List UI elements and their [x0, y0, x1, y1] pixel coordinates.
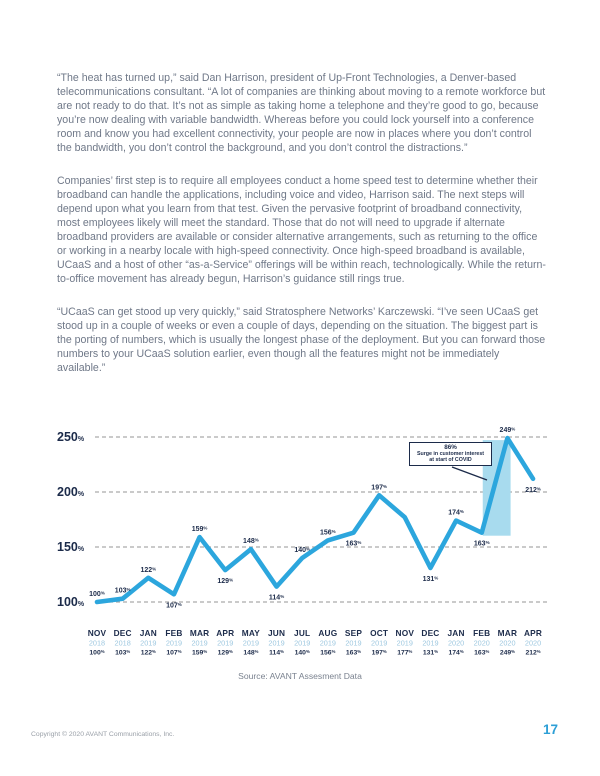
point-label: 159% [191, 525, 208, 534]
paragraph-2: Companies’ first step is to require all employees conduct a home speed test to determine whether their broadband can handle the applications, including voice and video, Harrison said. The next steps will depend upon what you learn from that test. Given the pervasive footprint of broadband connectivity, most employees likely will meet the standard. Those that do not will need to upgrade if alternate broadband providers are available or consider alternative arrangements, such as returning to the office or working in a nearby locale with high-speed connectivity. Once high-speed broadband is available, UCaaS and a host of other “as-a-Service” offerings will be within reach, technologically. While the return-to-office movement has already begun, Harrison’s guidance still rings true. [57, 175, 546, 285]
x-axis-year-label: 2019 [165, 638, 183, 648]
x-axis-value-label: 177% [397, 649, 413, 657]
x-axis-year-label: 2019 [242, 638, 260, 648]
x-axis-value-label: 103% [115, 649, 131, 657]
x-axis-value-label: 174% [448, 649, 464, 657]
point-label: 212% [525, 486, 541, 494]
annotation-pointer-line [452, 467, 487, 480]
x-axis-month-label: FEB [473, 628, 491, 638]
x-axis-year-label: 2019 [294, 638, 311, 648]
x-axis-year-label: 2019 [371, 638, 388, 648]
paragraph-3: “UCaaS can get stood up very quickly,” said Stratosphere Networks’ Karczewski. “I’ve seen UCaaS get stood up in a couple of weeks or even a couple of days, depending on the situation. The biggest part is the porting of numbers, which is usually the longest phase of the deployment. But you can forward those numbers to your UCaaS solution earlier, even though all the features might not be immediately available.” [57, 306, 546, 374]
x-axis-year-label: 2019 [396, 638, 413, 648]
x-axis-year-label: 2020 [473, 638, 490, 648]
point-label: 148% [243, 537, 259, 546]
page-number: 17 [542, 722, 558, 737]
point-label: 107% [166, 601, 182, 610]
x-axis-value-label: 140% [294, 649, 310, 657]
x-axis-month-label: SEP [344, 628, 363, 638]
x-axis-value-label: 197% [371, 649, 387, 657]
x-axis-year-label: 2019 [268, 638, 285, 648]
point-label: 163% [473, 540, 490, 548]
x-axis-month-label: JUL [294, 628, 311, 638]
x-axis-year-label: 2018 [114, 638, 131, 648]
x-axis-year-label: 2019 [217, 638, 234, 648]
x-axis-value-label: 163% [345, 649, 362, 657]
x-axis-value-label: 122% [140, 649, 156, 657]
x-axis-value-label: 156% [320, 649, 336, 657]
x-axis-year-label: 2020 [524, 638, 542, 648]
x-axis-month-label: APR [216, 628, 235, 638]
x-axis-month-label: NOV [395, 628, 415, 638]
paragraph-1: “The heat has turned up,” said Dan Harrison, president of Up-Front Technologies, a Denver-based telecommunications consultant. “A lot of companies are thinking about moving to a remote workforce but are not ready to do that. It’s not as simple as taking home a telephone and they’re good to go, because you’re now dealing with variable bandwidth. Whereas before you could lock yourself into a conference room and know you had excellent connectivity, your people are now in places where you don’t control the bandwidth, you don’t control the background, and you don’t control the distractions.” [57, 72, 546, 154]
x-axis-year-label: 2019 [345, 638, 362, 648]
x-axis-value-label: 100% [89, 649, 105, 657]
annotation-text-line-1: Surge in customer interest [416, 451, 485, 457]
x-axis-month-label: JAN [139, 628, 157, 638]
point-label: 163% [345, 540, 362, 548]
x-axis-month-label: JUN [267, 628, 286, 638]
annotation-value: 86% [444, 444, 457, 451]
x-axis-value-label: 163% [474, 649, 490, 657]
annotation-box [409, 442, 492, 466]
x-axis-month-label: MAR [189, 628, 210, 638]
annotation-text-line-2: at start of COVID [429, 457, 472, 463]
x-axis-value-label: 114% [269, 649, 284, 657]
x-axis-value-label: 212% [525, 649, 541, 657]
point-label: 140% [294, 546, 311, 554]
x-axis-month-label: APR [523, 628, 543, 638]
x-axis-month-label: DEC [113, 628, 132, 638]
point-label: 174% [448, 509, 464, 517]
point-label: 197% [371, 483, 388, 492]
x-axis-month-label: FEB [165, 628, 183, 638]
x-axis-year-label: 2019 [319, 638, 336, 648]
x-axis-month-label: OCT [370, 628, 389, 638]
x-axis-month-label: DEC [421, 628, 440, 638]
point-label: 129% [217, 577, 234, 586]
x-axis-year-label: 2018 [88, 638, 106, 648]
x-axis-value-label: 148% [243, 649, 259, 657]
x-axis-value-label: 129% [217, 649, 233, 657]
point-label: 156% [319, 528, 336, 537]
point-label: 249% [499, 426, 516, 435]
x-axis-month-label: JAN [447, 628, 465, 638]
point-label: 100% [89, 590, 105, 598]
x-axis-month-label: MAY [241, 628, 261, 638]
x-axis-year-label: 2019 [140, 638, 157, 648]
point-label: 122% [140, 566, 157, 574]
x-axis-year-label: 2019 [191, 638, 208, 648]
y-axis-label: 250% [57, 430, 85, 445]
x-axis-month-label: MAR [497, 628, 518, 638]
chart-source: Source: AVANT Assesment Data [238, 671, 362, 681]
y-axis-label: 200% [57, 485, 85, 500]
point-label: 103% [114, 587, 131, 595]
x-axis-month-label: AUG [318, 628, 338, 638]
y-axis-label: 150% [57, 540, 85, 555]
footer-copyright: Copyright © 2020 AVANT Communications, Inc. [31, 731, 175, 738]
x-axis-year-label: 2020 [447, 638, 465, 648]
x-axis-year-label: 2020 [499, 638, 516, 648]
x-axis-value-label: 159% [192, 649, 208, 657]
y-axis-label: 100% [57, 595, 85, 610]
point-label: 131% [422, 575, 439, 583]
x-axis-value-label: 107% [166, 649, 182, 657]
point-label: 114% [268, 594, 285, 602]
x-axis-value-label: 131% [422, 649, 439, 657]
x-axis-year-label: 2019 [422, 638, 439, 648]
x-axis-month-label: NOV [87, 628, 107, 638]
x-axis-value-label: 249% [499, 649, 515, 657]
